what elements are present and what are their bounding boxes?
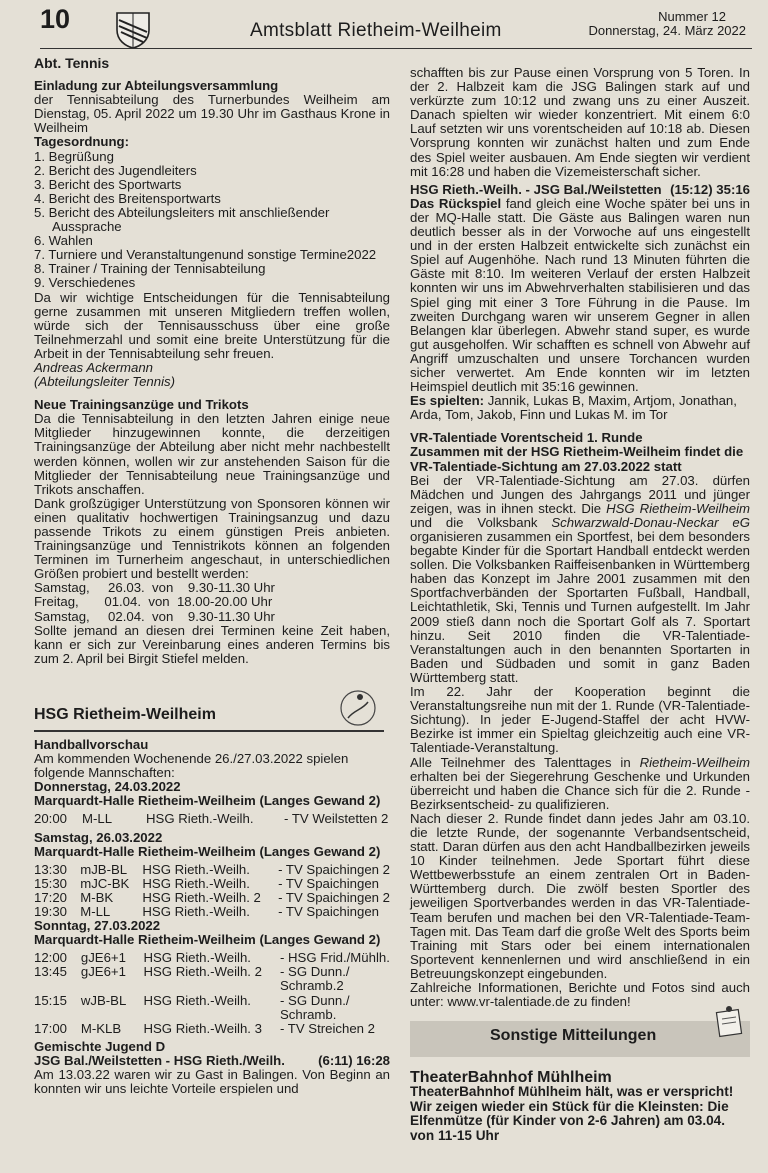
vr-text: Bei der VR-Talentiade-Sichtung am 27.03. dürfen Mädchen und Jungen des Jahrgangs 2011 und jünger zeigen, was in ihnen steckt. Die bbox=[410, 472, 750, 516]
signature-name: Andreas Ackermann bbox=[34, 359, 153, 375]
agenda-item: 4. Bericht des Breitensportwarts bbox=[34, 190, 221, 206]
games-table bbox=[34, 812, 388, 826]
page-header bbox=[0, 0, 768, 52]
right-column bbox=[410, 66, 750, 1143]
theater-heading: TheaterBahnhof Mühlheim bbox=[410, 1069, 612, 1087]
issue-date: Donnerstag, 24. März 2022 bbox=[588, 23, 746, 38]
game-away: - TV Spaichingen 2 bbox=[278, 889, 390, 905]
report2-score: (15:12) 35:16 bbox=[670, 181, 750, 197]
hsg-logo-icon bbox=[338, 688, 378, 728]
game-away: - TV Spaichingen bbox=[278, 875, 379, 891]
players-list: Jannik, Lukas B, Maxim, Artjom, Jonathan, Arda, Tom, Jakob, Finn und Lukas M. im Tor bbox=[410, 393, 737, 423]
vr-text: organisieren zusammen ein Sportfest, bei dem besonders begabte Kinder für die Sportart Handball entdeckt werden sollen. Die Volksbanken Raiffeisenbanken in Württemberg haben das Konzept im Jahre 2001 zusammen mit den Sportfachverbänden der Sportarten Fußball, Handball, Leichtathletik, Ski, Tennis und Turnen aufgestellt. Im Jahr 2009 stieß dann noch die Sportart Golf als 7. Sportart hinzu. Seit 2010 finden die VR-Talentiade-Veranstaltungen auch in den benannten Sportarten in Baden und Südbaden und somit in ganz Baden Württemberg statt. bbox=[410, 529, 750, 685]
agenda-item: 8. Trainer / Training der Tennisabteilung bbox=[34, 261, 266, 277]
game-row bbox=[34, 863, 390, 877]
day-heading: Donnerstag, 24.03.2022 bbox=[34, 779, 181, 795]
game-time: 12:00 bbox=[34, 950, 68, 966]
game-home: HSG Rieth.-Weilh. 2 bbox=[143, 964, 262, 980]
agenda-item: 1. Begrüßung bbox=[34, 148, 114, 164]
header-rule bbox=[40, 48, 752, 49]
game-away: - TV Weilstetten 2 bbox=[284, 811, 389, 827]
report2-lead: Das Rückspiel bbox=[410, 195, 502, 211]
games-table bbox=[34, 863, 390, 919]
venue: Marquardt-Halle Rietheim-Weilheim (Langes Gewand 2) bbox=[34, 793, 381, 809]
day-heading: Samstag, 26.03.2022 bbox=[34, 829, 163, 845]
report2-text: fand gleich eine Woche später bei uns in der MQ-Halle statt. Die Gäste aus Balingen waren nun deutlich besser als in der Vorwoche auf uns eingestellt und in der ersten Halbzeit entwickelte sich zunächst ein Spiel auf Augenhöhe. Nach rund 13 Minuten führten die Gäste mit 8:10. Im weiteren Verlauf der ersten Halbzeit konnten wir uns im Abwehrverhalten stabilisieren und das Spiel ging mit einer 3 Tore Führung in die Pause. Im zweiten Durchgang waren wir unserem Gegner in allen Belangen klar überlegen. Abwehr stand super, es wurde gut ausgeholfen. Wir schafften es schnell von Abwehr auf Angriff umzuschalten und unsere Torchancen wurden sicher verwertet. Am Ende konnten wir im letzten Heimspiel deutlich mit 35:16 gewinnen. bbox=[410, 195, 750, 395]
game-row bbox=[34, 877, 390, 891]
report2-match: HSG Rieth.-Weilh. - JSG Bal./Weilstetten bbox=[410, 181, 662, 197]
game-team: wJB-BL bbox=[80, 992, 127, 1008]
game-time: 19:30 bbox=[34, 903, 68, 919]
game-row bbox=[34, 891, 390, 905]
game-team: M-LL bbox=[82, 811, 113, 827]
agenda-heading: Tagesordnung: bbox=[34, 134, 129, 150]
game-home: HSG Rieth.-Weilh. bbox=[143, 950, 251, 966]
report1-heading: Gemischte Jugend D bbox=[34, 1038, 166, 1054]
game-row bbox=[34, 812, 388, 826]
players-paragraph bbox=[410, 394, 750, 422]
game-home: HSG Rieth.-Weilh. bbox=[142, 861, 250, 877]
preview-intro: Am kommenden Wochenende 26./27.03.2022 spielen folgende Mannschaften: bbox=[34, 751, 349, 781]
fitting-date: Samstag, 02.04. von 9.30-11.30 Uhr bbox=[34, 608, 275, 624]
page-number: 10 bbox=[40, 4, 71, 34]
game-time: 17:20 bbox=[34, 889, 68, 905]
agenda-item: 7. Turniere und Veranstaltungenund sonstige Termine2022 bbox=[34, 247, 377, 263]
section-rule bbox=[34, 730, 384, 732]
suits-heading: Neue Trainingsanzüge und Trikots bbox=[34, 397, 249, 413]
game-home: HSG Rieth.-Weilh. bbox=[143, 992, 251, 1008]
coat-of-arms-icon bbox=[113, 10, 153, 50]
note-pin-icon bbox=[712, 1001, 746, 1039]
vr-paragraph-2: Im 22. Jahr der Kooperation beginnt die Veranstaltungsreihe nun mit der 1. Runde (VR-Talentiade-Sichtung). In jeder E-Jugend-Staffel der acht HVW-Bezirke ist immer ein Spieltag gleichzeitig auch eine VR-Talentiade-Veranstaltung. bbox=[410, 684, 750, 756]
vr-paragraph-1 bbox=[410, 474, 750, 685]
vr-text: Alle Teilnehmer des Talenttages in bbox=[410, 754, 640, 770]
game-time: 15:15 bbox=[34, 992, 68, 1008]
game-home: HSG Rieth.-Weilh. 2 bbox=[142, 889, 261, 905]
game-away: - TV Spaichingen 2 bbox=[278, 861, 390, 877]
vr-bank-name: Schwarzwald-Donau-Neckar eG bbox=[551, 514, 750, 530]
venue: Marquardt-Halle Rietheim-Weilheim (Langes Gewand 2) bbox=[34, 843, 381, 859]
day-heading: Sonntag, 27.03.2022 bbox=[34, 918, 161, 934]
vr-text: und die Volksbank bbox=[410, 514, 552, 530]
game-team: M-BK bbox=[80, 889, 114, 905]
games-table bbox=[34, 951, 390, 1036]
fitting-dates bbox=[34, 581, 390, 623]
vr-subheading: Zusammen mit der HSG Rietheim-Weilheim findet die VR-Talentiade-Sichtung am 27.03.2022 statt bbox=[410, 444, 744, 474]
game-home: HSG Rieth.-Weilh. bbox=[146, 811, 254, 827]
game-time: 20:00 bbox=[34, 811, 68, 827]
agenda-item: 3. Bericht des Sportwarts bbox=[34, 176, 182, 192]
game-team: gJE6+1 bbox=[80, 950, 126, 966]
closing-text: Da wir wichtige Entscheidungen für die Tennisabteilung gerne zusammen mit unseren Mitgliedern treffen wollen, würde sich der Tennisausschuss über eine große Teilnehmerzahl und somit eine breite Unterstützung für die Arbeit in der Tennisabteilung sehr freuen. bbox=[34, 289, 390, 361]
game-time: 13:45 bbox=[34, 964, 68, 980]
game-home: HSG Rieth.-Weilh. bbox=[142, 875, 250, 891]
game-away: - HSG Frid./Mühlh. bbox=[279, 950, 390, 966]
sonstige-section-title: Sonstige Mitteilungen bbox=[490, 1027, 657, 1045]
preview-heading: Handballvorschau bbox=[34, 736, 149, 752]
vr-location: Rietheim-Weilheim bbox=[639, 754, 750, 770]
game-team: M-LL bbox=[80, 903, 111, 919]
vr-paragraph-3 bbox=[410, 756, 750, 812]
fitting-date: Samstag, 26.03. von 9.30-11.30 Uhr bbox=[34, 580, 275, 596]
game-row bbox=[34, 994, 390, 1022]
invite-heading: Einladung zur Abteilungsversammlung bbox=[34, 78, 279, 94]
agenda-item: 5. Bericht des Abteilungsleiters mit anschließender Aussprache bbox=[34, 204, 330, 235]
report1-score: (6:11) 16:28 bbox=[318, 1052, 390, 1068]
game-home: HSG Rieth.-Weilh. 3 bbox=[143, 1020, 262, 1036]
report1-text: Am 13.03.22 waren wir zu Gast in Balingen. Von Beginn an konnten wir uns leichte Vorteile erspielen und bbox=[34, 1067, 390, 1097]
vr-club-name: HSG Rietheim-Weilheim bbox=[606, 500, 750, 516]
agenda-list bbox=[34, 150, 390, 291]
game-row bbox=[34, 965, 390, 993]
hsg-section-header bbox=[34, 684, 390, 732]
game-team: M-KLB bbox=[80, 1020, 122, 1036]
vr-heading: VR-Talentiade Vorentscheid 1. Runde bbox=[410, 430, 643, 446]
game-row bbox=[34, 1022, 390, 1036]
report1-match: JSG Bal./Weilstetten - HSG Rieth./Weilh. bbox=[34, 1052, 285, 1068]
report2-paragraph bbox=[410, 197, 750, 394]
invite-text: der Tennisabteilung des Turnerbundes Weilheim am Dienstag, 05. April 2022 um 19.30 Uhr im Gasthaus Krone in Weilheim bbox=[34, 92, 390, 136]
report1-continued: schafften bis zur Pause einen Vorsprung von 5 Toren. In der 2. Halbzeit kam die JSG Balingen stark auf und verkürzte zum 10:12 und zwang uns zu einer Auszeit. Danach spielten wir wieder konzentriert. Mit einem 6:0 Lauf setzten wir uns vorentscheiden auf 10:18 ab. Diesen Vorsprung konnten wir zunächst halten und zum Ende des Spiel weiter ausbauen. Am Ende siegten wir verdient mit 16:28 und haben die Vizemeisterschaft sicher. bbox=[410, 65, 750, 179]
venue: Marquardt-Halle Rietheim-Weilheim (Langes Gewand 2) bbox=[34, 932, 381, 948]
vr-paragraph-5: Zahlreiche Informationen, Berichte und Fotos sind auch unter: www.vr-talentiade.de zu finden! bbox=[410, 980, 750, 1010]
vr-paragraph-4: Nach dieser 2. Runde findet dann jedes Jahr am 03.10. die letzte Runde, der sogenannte Verbandsentscheid, statt. Daran dürfen aus den acht Handballbezirken jeweils 10 Kinder teilnehmen. Jede Sportart führt diese Wettbewerbsstufe an einem zentralen Ort in Baden-Württemberg durch. Die zwölf besten Sportler des jeweiligen Sportverbandes werden in das VR-Talentiade-Team berufen und machen bei den VR-Talentiade-Team-Tagen mit. Das Team darf die große Welt des Sports beim Training mit Stars oder bei einem internationalen Sportevent kennenlernen und wird anschließend in ein Betreuungskonzept eingebunden. bbox=[410, 810, 750, 981]
game-away: - SG Dunn./ Schramb.2 bbox=[279, 964, 350, 994]
players-label: Es spielten: bbox=[410, 393, 485, 409]
game-team: mJB-BL bbox=[80, 861, 128, 877]
game-time: 13:30 bbox=[34, 861, 68, 877]
suits-text-3: Sollte jemand an diesen drei Terminen keine Zeit haben, kann er sich zur Vereinbarung eines anderen Termins bis zum 2. April bei Birgit Stiefel melden. bbox=[34, 622, 390, 666]
hsg-section-title: HSG Rietheim-Weilheim bbox=[34, 705, 216, 723]
game-row bbox=[34, 951, 390, 965]
left-column bbox=[34, 56, 390, 1096]
game-team: mJC-BK bbox=[80, 875, 130, 891]
agenda-item: 6. Wahlen bbox=[34, 233, 93, 249]
report2-match-line bbox=[410, 183, 750, 197]
game-home: HSG Rieth.-Weilh. bbox=[142, 903, 250, 919]
game-away: - TV Streichen 2 bbox=[279, 1020, 376, 1036]
suits-text-2: Dank großzügiger Unterstützung von Sponsoren können wir einen qualitativ hochwertigen Trainingsanzug und dazu passende Trikots zu einem günstigen Preis anbieten. Trainingsanzüge und Tennistrikots können an folgenden Terminen im Turnerheim angeschaut, in unterschiedlichen Größen probiert und bestellt werden: bbox=[34, 495, 390, 582]
tennis-section-title: Abt. Tennis bbox=[34, 55, 110, 71]
game-time: 17:00 bbox=[34, 1020, 68, 1036]
agenda-item: 2. Bericht des Jugendleiters bbox=[34, 162, 197, 178]
game-team: gJE6+1 bbox=[80, 964, 126, 980]
signature-role: (Abteilungsleiter Tennis) bbox=[34, 374, 175, 390]
game-away: - TV Spaichingen bbox=[278, 903, 379, 919]
game-time: 15:30 bbox=[34, 875, 68, 891]
report1-match-line bbox=[34, 1054, 390, 1068]
agenda-item: 9. Verschiedenes bbox=[34, 275, 136, 291]
issue-number: Nummer 12 bbox=[658, 9, 726, 24]
sonstige-section-header bbox=[410, 1021, 750, 1057]
suits-text-1: Da die Tennisabteilung in den letzten Jahren einige neue Mitglieder hinzugewinnen konnte, die derzeitigen Trainingsanzüge der Abteilung aber nicht mehr nachbestellt werden können, wollen wir zur anstehenden Saison für die Mitglieder der Tennisabteilung neue Trainingsanzüge und Trikots anschaffen. bbox=[34, 411, 390, 497]
gazette-title: Amtsblatt Rietheim-Weilheim bbox=[250, 20, 502, 41]
fitting-date: Freitag, 01.04. von 18.00-20.00 Uhr bbox=[34, 594, 273, 610]
issue-info bbox=[588, 10, 746, 38]
game-away: - SG Dunn./ Schramb. bbox=[279, 992, 350, 1022]
vr-text: erhalten bei der Siegerehrung Geschenke und Urkunden überreicht und haben die Chance sich für die 2. Runde - Bezirksentscheid- zu qualifizieren. bbox=[410, 768, 750, 812]
game-row bbox=[34, 905, 390, 919]
theater-text: TheaterBahnhof Mühlheim hält, was er verspricht! Wir zeigen wieder ein Stück für die Kleinsten: Die Elfenmütze (für Kinder von 2-6 Jahren) am 03.04. von 11-15 Uhr bbox=[410, 1084, 734, 1143]
